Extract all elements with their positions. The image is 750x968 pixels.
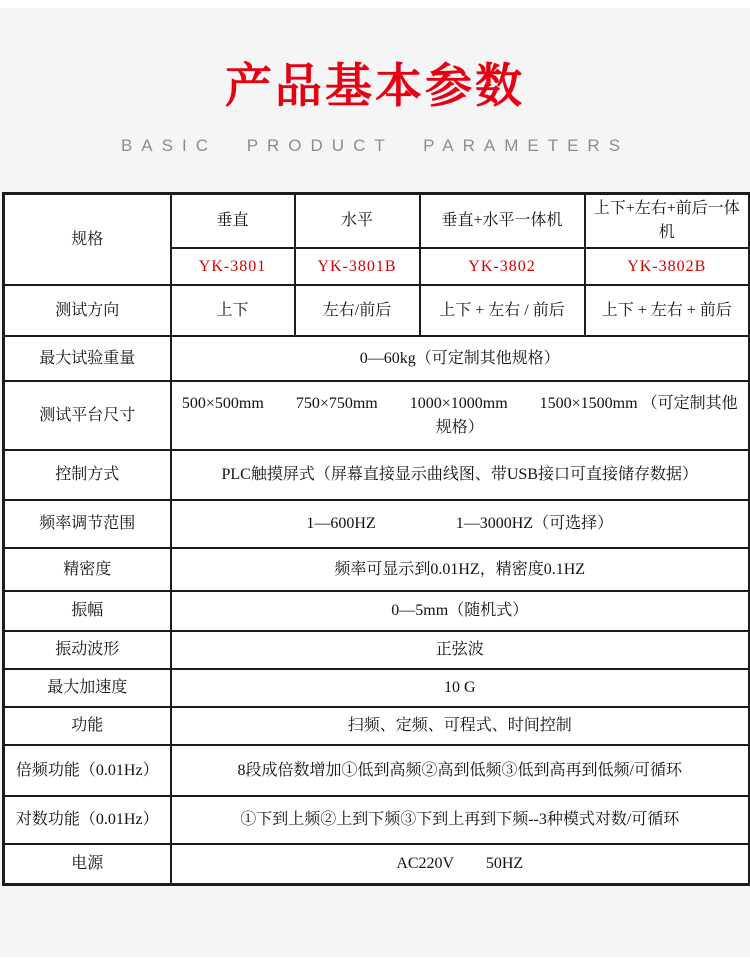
- row-label-cell: 控制方式: [4, 450, 171, 500]
- page-header: [0, 0, 750, 156]
- spec-type-cell: 水平: [295, 194, 420, 249]
- page-subtitle: BASIC PRODUCT PARAMETERS: [120, 136, 630, 155]
- table-row: [4, 548, 750, 591]
- row-value-cell: 频率可显示到0.01HZ，精密度0.1HZ: [171, 548, 750, 591]
- row-label-cell: 功能: [4, 707, 171, 745]
- row-label-cell: 对数功能（0.01Hz）: [4, 796, 171, 844]
- spec-type-cell: 垂直+水平一体机: [420, 194, 585, 249]
- row-value-cell: 0—60kg（可定制其他规格）: [171, 336, 750, 381]
- table-row: [4, 591, 750, 631]
- table-row: [4, 500, 750, 548]
- table-row: [4, 450, 750, 500]
- row-label-cell: 精密度: [4, 548, 171, 591]
- table-row: [4, 285, 750, 336]
- table-row: [4, 194, 750, 249]
- page-title: 产品基本参数: [225, 59, 525, 112]
- row-value-cell: 10 G: [171, 669, 750, 707]
- table-row: [4, 336, 750, 381]
- row-label-cell: 电源: [4, 844, 171, 884]
- row-value-cell: ①下到上频②上到下频③下到上再到下频--3种模式对数/可循环: [171, 796, 750, 844]
- spec-type-cell: 垂直: [171, 194, 295, 249]
- direction-value-cell: 左右/前后: [295, 285, 420, 336]
- row-label-cell: 最大试验重量: [4, 336, 171, 381]
- model-number-cell: YK-3801B: [295, 248, 420, 285]
- row-value-cell: 500×500mm 750×750mm 1000×1000mm 1500×1500mm （可定制其他规格）: [171, 381, 750, 450]
- table-row: [4, 796, 750, 844]
- row-value-cell: 扫频、定频、可程式、时间控制: [171, 707, 750, 745]
- model-number-cell: YK-3801: [171, 248, 295, 285]
- row-value-cell: 8段成倍数增加①低到高频②高到低频③低到高再到低频/可循环: [171, 745, 750, 796]
- row-label-cell: 测试方向: [4, 285, 171, 336]
- table-row: [4, 745, 750, 796]
- row-label-cell: 振幅: [4, 591, 171, 631]
- table-row: [4, 381, 750, 450]
- direction-value-cell: 上下 + 左右 / 前后: [420, 285, 585, 336]
- table-row: [4, 669, 750, 707]
- row-value-cell: PLC触摸屏式（屏幕直接显示曲线图、带USB接口可直接储存数据）: [171, 450, 750, 500]
- row-label-cell: 倍频功能（0.01Hz）: [4, 745, 171, 796]
- row-label-cell: 振动波形: [4, 631, 171, 669]
- spec-type-cell: 上下+左右+前后一体机: [585, 194, 750, 249]
- model-number-cell: YK-3802B: [585, 248, 750, 285]
- row-value-cell: 0—5mm（随机式）: [171, 591, 750, 631]
- row-value-cell: AC220V 50HZ: [171, 844, 750, 884]
- row-label-cell: 测试平台尺寸: [4, 381, 171, 450]
- row-value-cell: 1—600HZ 1—3000HZ（可选择）: [171, 500, 750, 548]
- direction-value-cell: 上下 + 左右 + 前后: [585, 285, 750, 336]
- row-value-cell: 正弦波: [171, 631, 750, 669]
- table-row: [4, 844, 750, 884]
- direction-value-cell: 上下: [171, 285, 295, 336]
- table-row: [4, 631, 750, 669]
- spec-table: [2, 192, 750, 886]
- table-row: [4, 707, 750, 745]
- model-number-cell: YK-3802: [420, 248, 585, 285]
- row-label-cell: 频率调节范围: [4, 500, 171, 548]
- row-label-cell: 最大加速度: [4, 669, 171, 707]
- spec-label-cell: 规格: [4, 194, 171, 286]
